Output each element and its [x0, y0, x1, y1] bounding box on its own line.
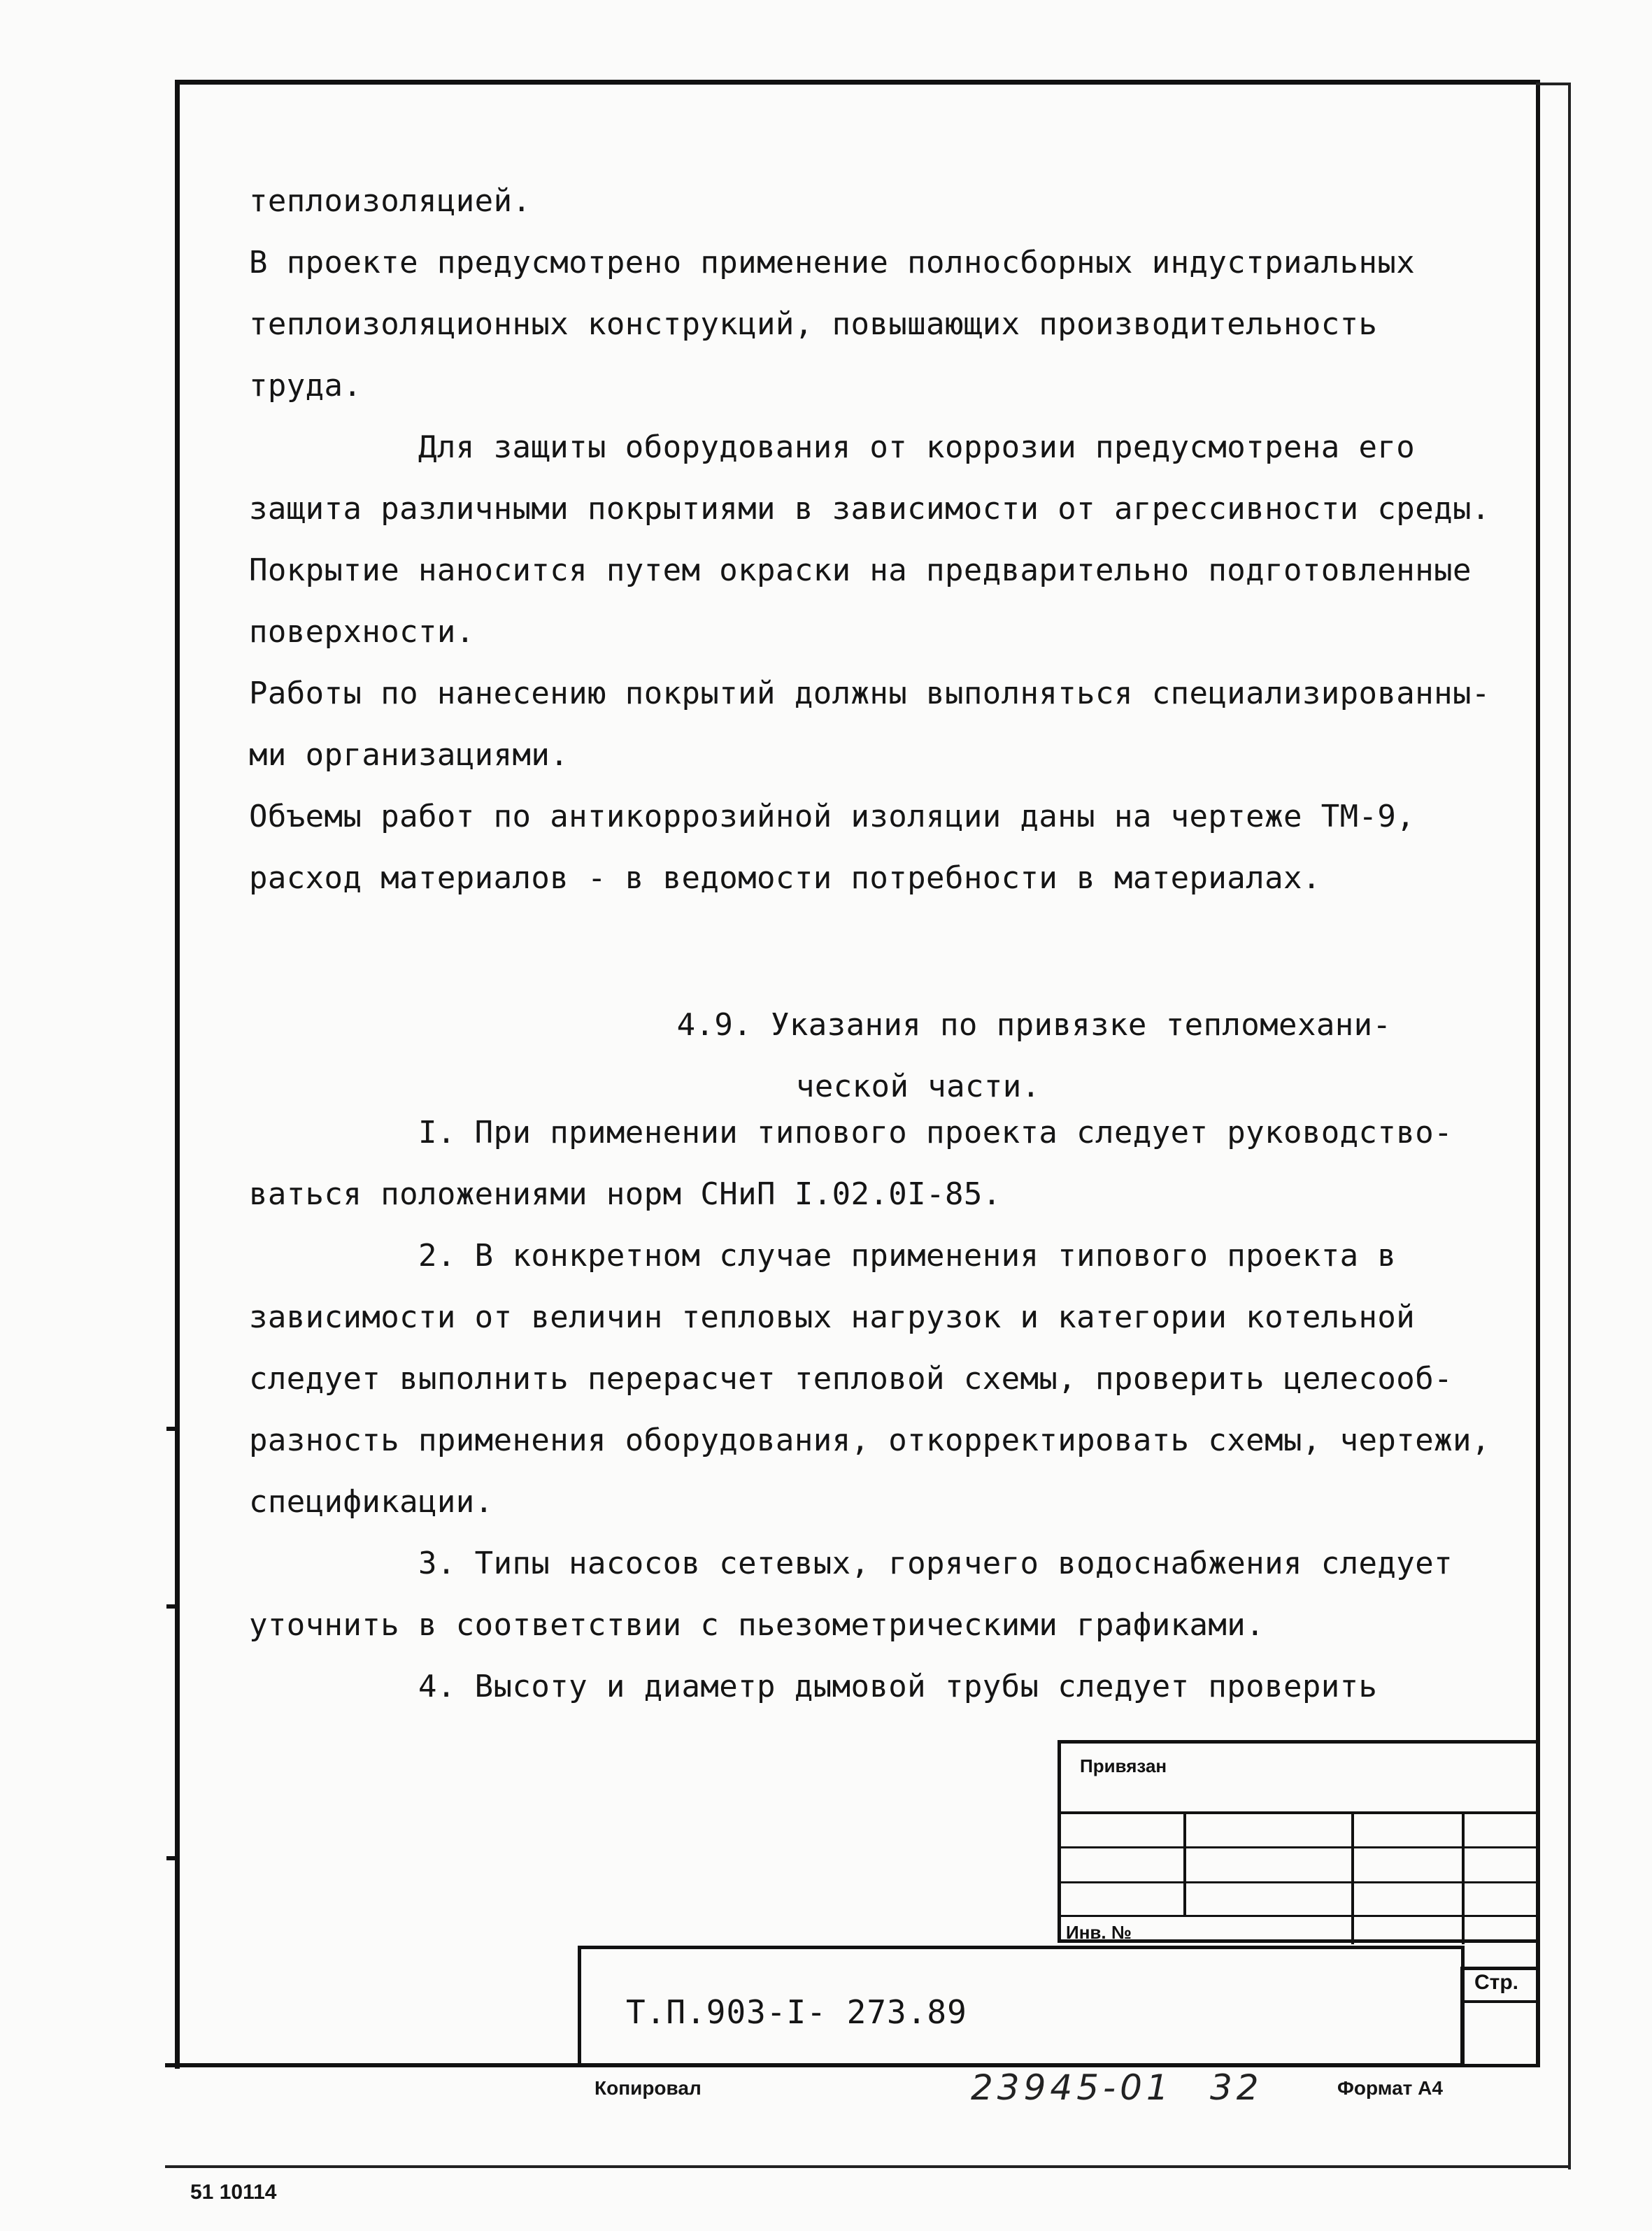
text-line: ваться положениями норм СНиП I.02.0I-85. — [249, 1176, 1002, 1212]
text-line: теплоизоляцией. — [249, 183, 532, 219]
frame-border-left — [175, 80, 180, 2069]
text-line: зависимости от величин тепловых нагрузок и категории котельной — [249, 1299, 1416, 1335]
page-number: 32 — [1210, 2067, 1263, 2108]
text-line: следует выполнить перерасчет тепловой схемы, проверить целесооб- — [249, 1361, 1453, 1397]
frame-border-top — [175, 80, 1540, 85]
text-line: Объемы работ по антикоррозийной изоляции даны на чертеже ТМ-9, — [249, 799, 1416, 834]
table-rule — [1058, 1915, 1540, 1917]
privyazan-label: Привязан — [1080, 1755, 1167, 1776]
format-label: Формат А4 — [1337, 2077, 1443, 2099]
sheet-cell-rule — [1460, 2000, 1540, 2003]
text-line: теплоизоляционных конструкций, повышающих производительность — [249, 306, 1378, 342]
text-line: труда. — [249, 368, 362, 404]
text-line: поверхности. — [249, 614, 475, 650]
text-line: 4. Высоту и диаметр дымовой трубы следует проверить — [249, 1669, 1378, 1704]
text-line: 2. В конкретном случае применения типового проекта в — [249, 1238, 1397, 1274]
handwritten-number: 23945-01 — [971, 2067, 1173, 2108]
project-code: Т.П.903-I- 273.89 — [626, 1993, 967, 2031]
text-line: спецификации. — [249, 1484, 494, 1520]
order-number: 51 10114 — [190, 2181, 277, 2204]
text-line: 3. Типы насосов сетевых, горячего водоснабжения следует — [249, 1546, 1453, 1581]
binding-tick — [166, 1604, 178, 1609]
inv-number-label: Инв. № — [1066, 1922, 1132, 1943]
table-divider — [1351, 1811, 1354, 1944]
outer-border-bottom — [165, 2165, 1571, 2168]
table-rule — [1058, 1846, 1540, 1848]
text-line: Покрытие наносится путем окраски на предварительно подготовленные — [249, 553, 1472, 588]
text-line: I. При применении типового проекта следует руководство- — [249, 1115, 1453, 1150]
text-line: расход материалов - в ведомости потребности в материалах. — [249, 860, 1321, 896]
binding-tick — [166, 1856, 178, 1860]
table-rule — [1058, 1811, 1540, 1814]
table-divider — [1462, 1811, 1465, 1944]
text-line: уточнить в соответствии с пьезометрическими графиками. — [249, 1607, 1265, 1643]
text-line: Работы по нанесению покрытий должны выполняться специализированны- — [249, 676, 1490, 711]
sheet-label: Стр. — [1474, 1971, 1519, 1994]
copied-label: Копировал — [594, 2077, 702, 2099]
section-heading-line2: ческой части. — [796, 1069, 1041, 1104]
table-divider — [1183, 1811, 1186, 1916]
outer-border-top-stub — [1536, 83, 1571, 85]
outer-border-right — [1568, 83, 1571, 2169]
section-heading-line1: 4.9. Указания по привязке тепломехани- — [676, 1007, 1392, 1043]
table-rule — [1058, 1881, 1540, 1883]
binding-tick — [166, 1427, 178, 1431]
text-line: разность применения оборудования, откорректировать схемы, чертежи, — [249, 1423, 1490, 1458]
text-line: Для защиты оборудования от коррозии предусмотрена его — [249, 429, 1416, 465]
text-line: ми организациями. — [249, 737, 569, 773]
text-line: В проекте предусмотрено применение полносборных индустриальных — [249, 245, 1416, 280]
text-line: защита различными покрытиями в зависимости от агрессивности среды. — [249, 491, 1490, 527]
